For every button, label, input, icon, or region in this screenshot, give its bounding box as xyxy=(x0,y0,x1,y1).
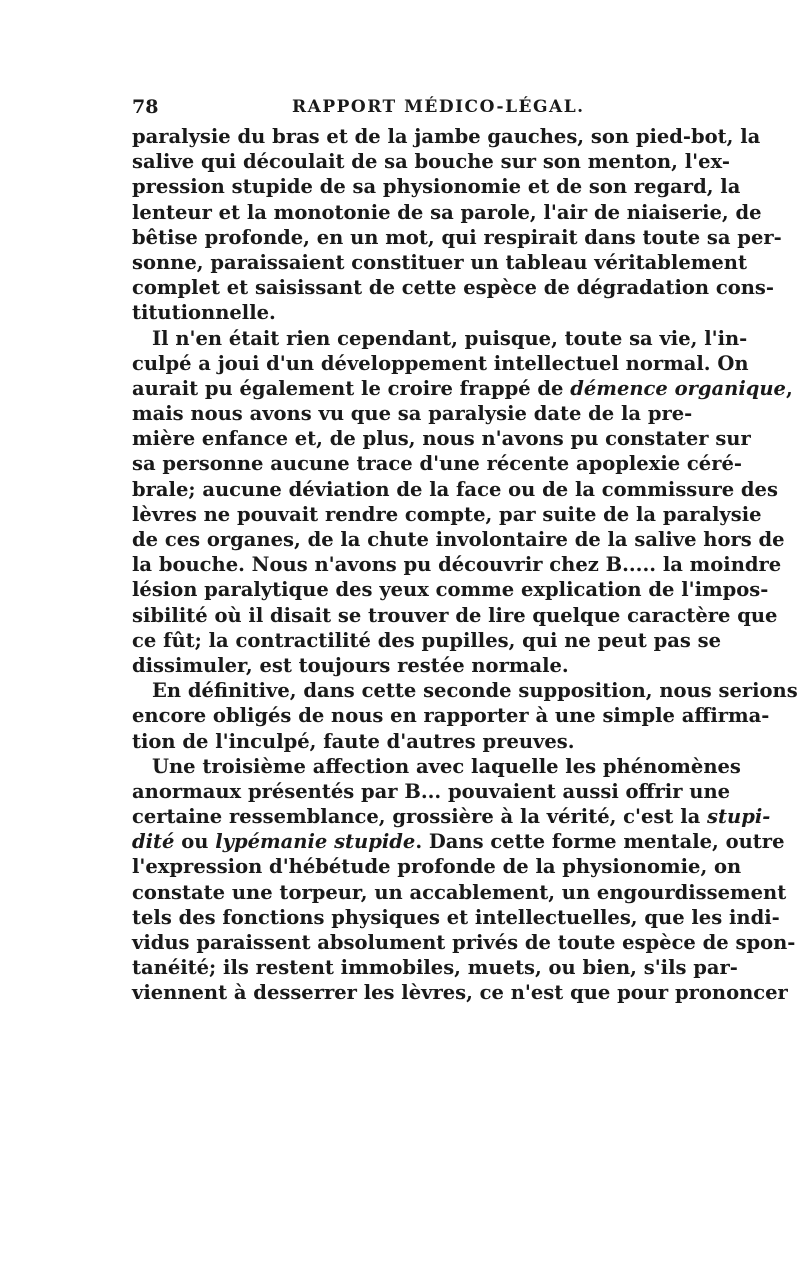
text-segment: , xyxy=(785,376,793,400)
text-line: paralysie du bras et de la jambe gauches, son pied-bot, la xyxy=(132,125,761,148)
text-line xyxy=(132,376,793,401)
page-number: 78 xyxy=(132,96,159,118)
text-line xyxy=(132,829,785,854)
text-segment: ou xyxy=(174,830,216,854)
body-text xyxy=(132,124,798,1006)
text-line: tels des fonctions physiques et intellectuelles, que les indi- xyxy=(132,905,780,929)
text-segment: aurait pu également le croire frappé de xyxy=(132,376,571,400)
text-line: constate une torpeur, un accablement, un engourdissement xyxy=(132,880,787,904)
book-page xyxy=(132,92,798,1006)
text-line: Une troisième affection avec laquelle les phénomènes xyxy=(152,754,741,778)
text-line: culpé a joui d'un développement intellectuel normal. On xyxy=(132,351,749,375)
italic-phrase: dité xyxy=(132,830,175,854)
text-line: sibilité où il disait se trouver de lire quelque caractère que xyxy=(132,603,778,627)
text-line: En définitive, dans cette seconde supposition, nous serions xyxy=(152,679,798,703)
text-line: mière enfance et, de plus, nous n'avons pu constater sur xyxy=(132,427,751,451)
italic-phrase: stupi- xyxy=(707,805,771,829)
text-line: viennent à desserrer les lèvres, ce n'est que pour prononcer xyxy=(132,981,788,1005)
text-line: Il n'en était rien cependant, puisque, toute sa vie, l'in- xyxy=(152,326,748,350)
text-line: lésion paralytique des yeux comme explication de l'impos- xyxy=(132,578,769,602)
text-line: brale; aucune déviation de la face ou de la commissure des xyxy=(132,477,778,501)
text-line: de ces organes, de la chute involontaire de la salive hors de xyxy=(132,528,785,551)
italic-phrase: démence organique xyxy=(570,376,786,400)
text-line: lenteur et la monotonie de sa parole, l'air de niaiserie, de xyxy=(132,200,762,224)
text-line: sonne, paraissaient constituer un tableau véritablement xyxy=(132,250,747,274)
text-line: l'expression d'hébétude profonde de la physionomie, on xyxy=(132,855,742,879)
running-head xyxy=(132,92,680,122)
text-line: anormaux présentés par B... pouvaient aussi offrir une xyxy=(132,779,731,803)
text-line: bêtise profonde, en un mot, qui respirait dans toute sa per- xyxy=(132,225,782,249)
text-line: ce fût; la contractilité des pupilles, qui ne peut pas se xyxy=(132,628,721,652)
text-segment: certaine ressemblance, grossière à la vérité, c'est la xyxy=(132,805,708,829)
text-line: la bouche. Nous n'avons pu découvrir chez B..... la moindre xyxy=(132,553,782,577)
text-segment: . Dans cette forme mentale, outre xyxy=(415,830,785,854)
text-line: pression stupide de sa physionomie et de son regard, la xyxy=(132,175,741,199)
text-line: complet et saisissant de cette espèce de dégradation cons- xyxy=(132,276,774,300)
text-line: salive qui découlait de sa bouche sur son menton, l'ex- xyxy=(132,150,730,174)
text-line: titutionnelle. xyxy=(132,301,276,325)
text-line: encore obligés de nous en rapporter à une simple affirma- xyxy=(132,704,770,728)
text-line: tanéité; ils restent immobiles, muets, ou bien, s'ils par- xyxy=(132,956,738,980)
running-title: RAPPORT MÉDICO-LÉGAL. xyxy=(292,97,585,117)
text-line: lèvres ne pouvait rendre compte, par suite de la paralysie xyxy=(132,502,762,526)
text-line xyxy=(132,804,771,829)
text-line: vidus paraissent absolument privés de toute espèce de spon- xyxy=(132,931,796,954)
text-line: tion de l'inculpé, faute d'autres preuves. xyxy=(132,729,575,753)
text-line: mais nous avons vu que sa paralysie date de la pre- xyxy=(132,402,693,426)
text-line: sa personne aucune trace d'une récente apoplexie céré- xyxy=(132,452,742,476)
italic-phrase: lypémanie stupide xyxy=(215,830,416,854)
text-line: dissimuler, est toujours restée normale. xyxy=(132,653,569,677)
